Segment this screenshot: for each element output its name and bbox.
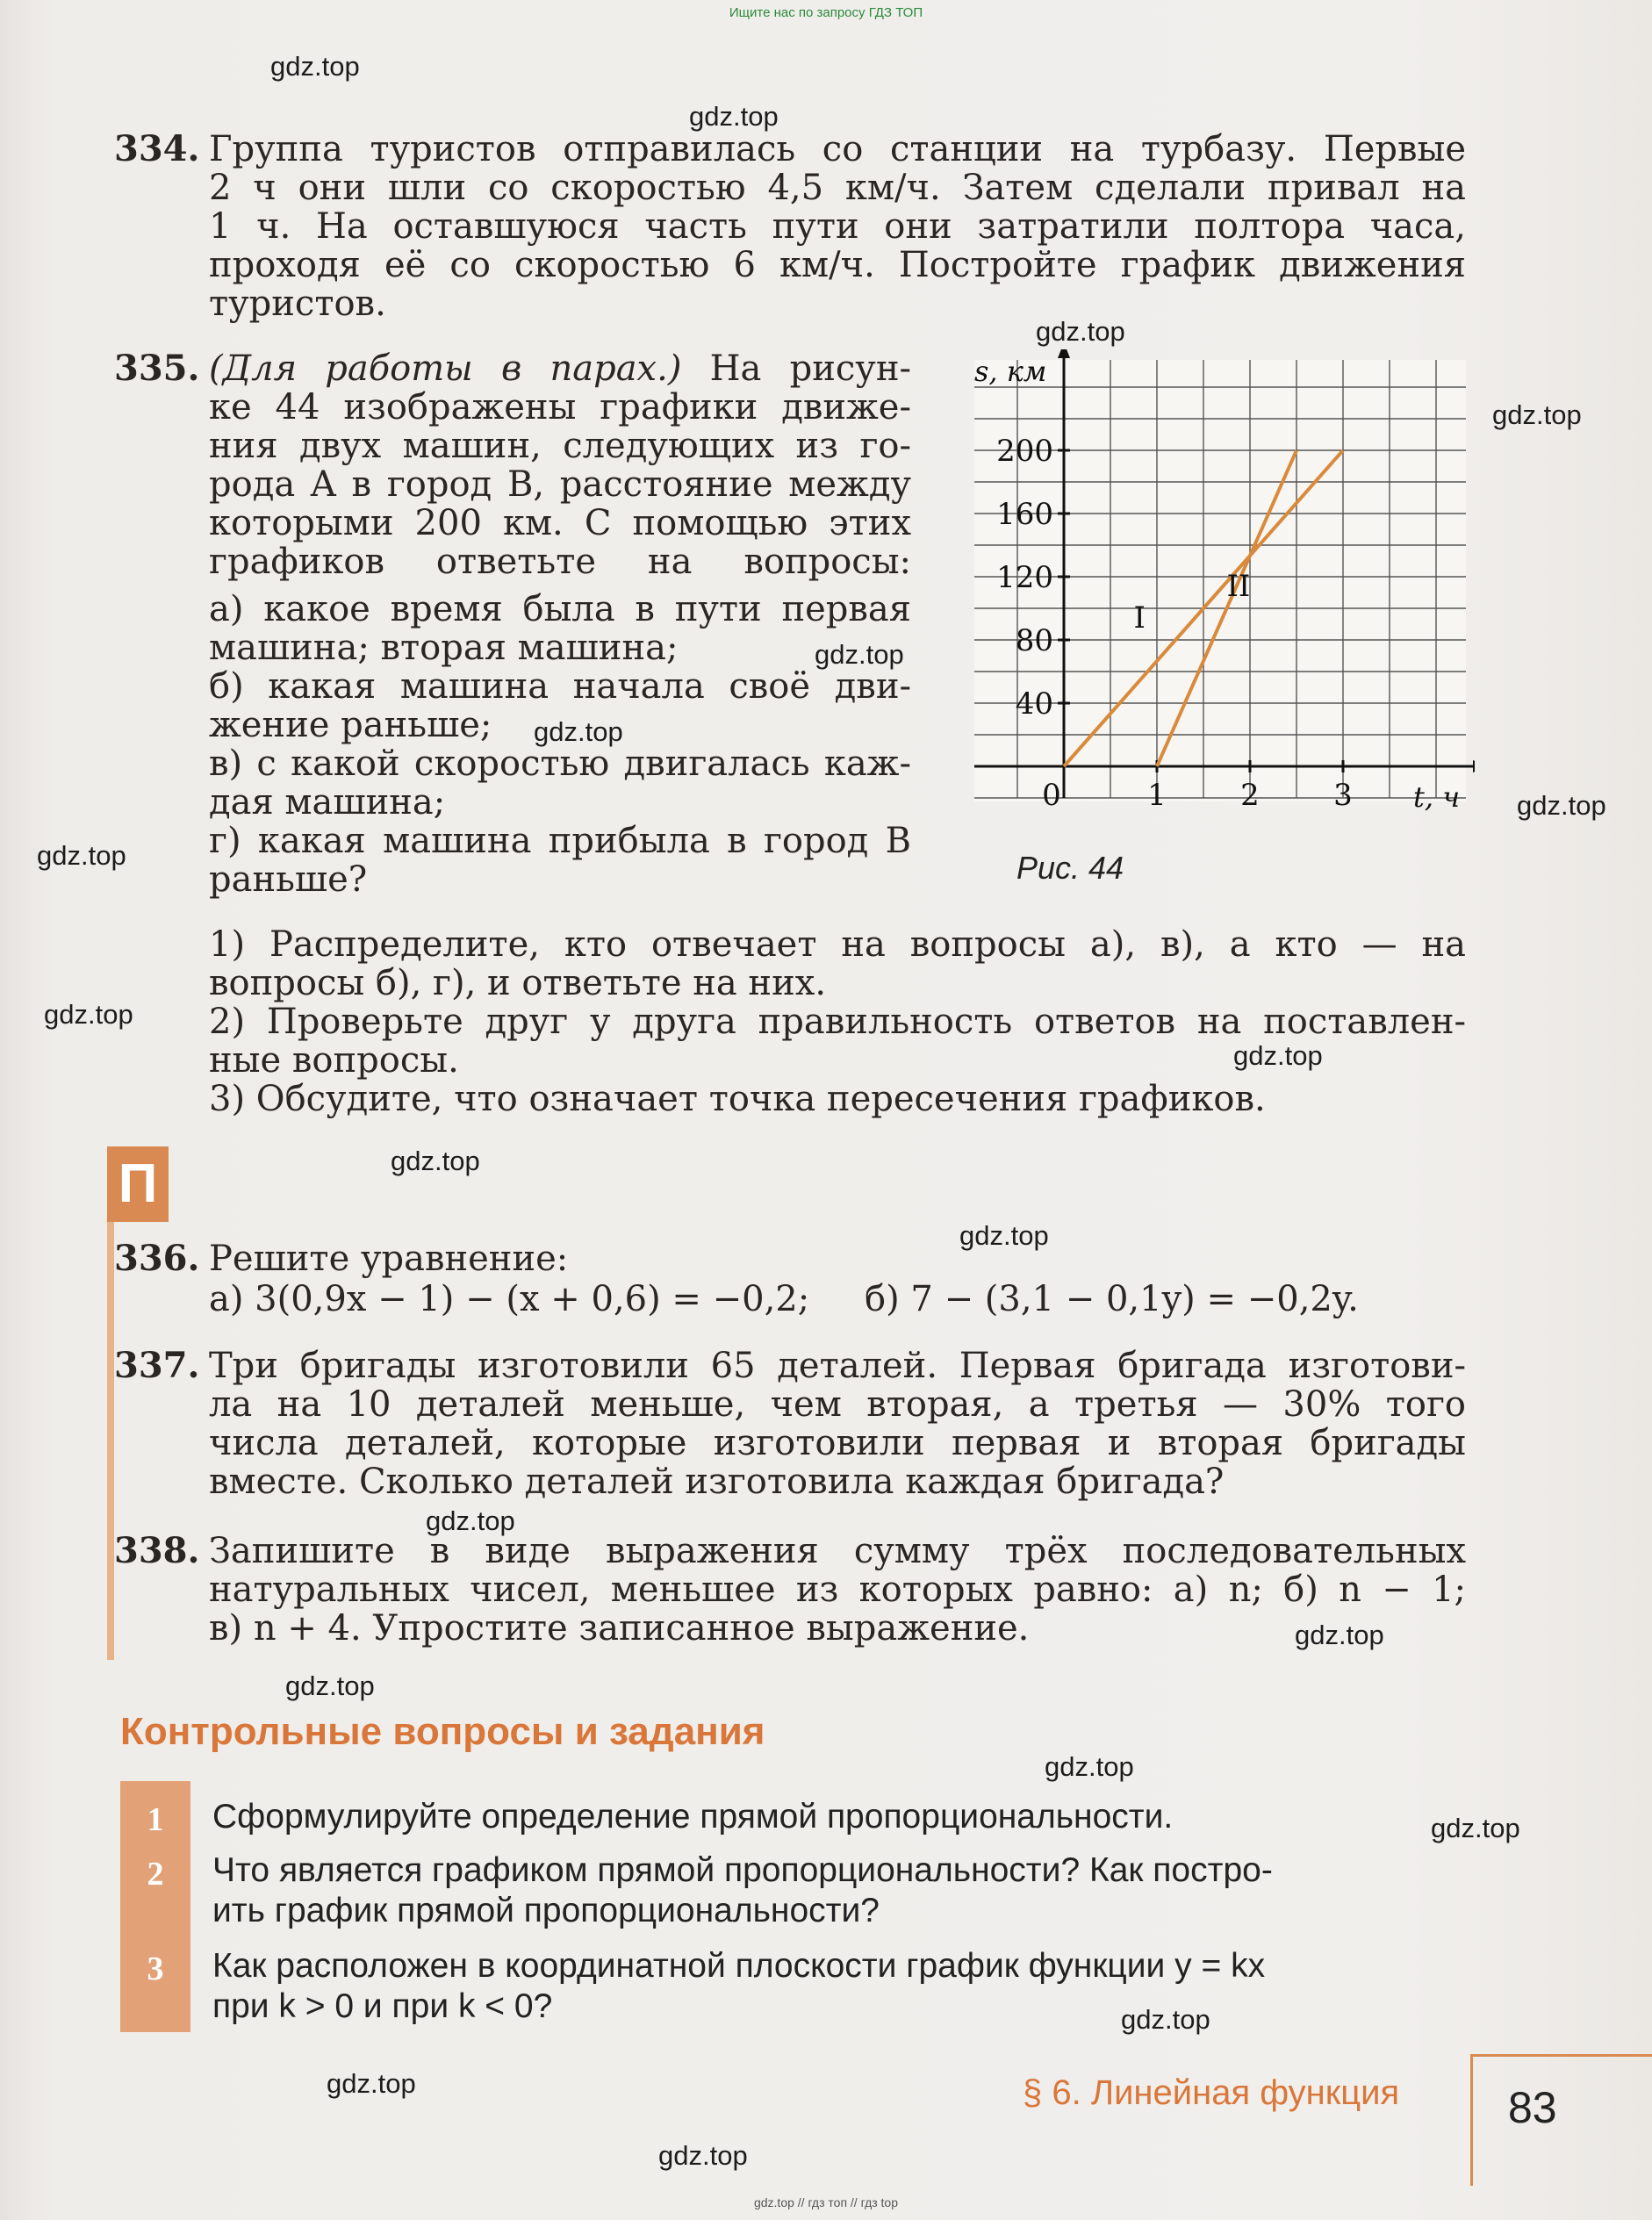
exercise-337-line: числа деталей, которые изготовили первая и вторая бригады xyxy=(209,1423,1466,1463)
exercise-337-line: ла на 10 деталей меньше, чем вторая, а третья — 30% того xyxy=(209,1384,1466,1425)
watermark: gdz.top xyxy=(270,51,360,82)
exercise-335-question: г) какая машина прибыла в город B xyxy=(209,821,911,861)
control-questions-title: Контрольные вопросы и задания xyxy=(120,1710,765,1753)
watermark: gdz.top xyxy=(327,2068,416,2099)
y-tick-label: 80 xyxy=(1015,623,1053,658)
y-tick-label: 200 xyxy=(996,434,1053,469)
exercise-336-title: Решите уравнение: xyxy=(209,1239,569,1279)
exercise-334 xyxy=(209,130,1466,323)
watermark: gdz.top xyxy=(1045,1751,1134,1782)
exercise-335-intro-rest: На рисун- xyxy=(681,348,911,389)
top-banner: Ищите нас по запросу ГДЗ ТОП xyxy=(729,5,923,20)
exercise-335-question: б) какая машина начала своё дви- xyxy=(209,666,911,707)
control-question-2-line: ить график прямой пропорциональности? xyxy=(212,1892,880,1929)
x-tick-label: 0 xyxy=(1042,778,1061,813)
exercise-335-question: раньше? xyxy=(209,859,368,900)
exercise-338-line: Запишите в виде выражения сумму трёх последовательных xyxy=(209,1531,1466,1571)
question-number: 1 xyxy=(147,1801,164,1838)
question-number: 2 xyxy=(147,1856,164,1893)
figure-caption: Рис. 44 xyxy=(1016,850,1124,886)
watermark: gdz.top xyxy=(815,639,904,670)
exercise-338 xyxy=(209,1532,1466,1648)
series-label: I xyxy=(1133,600,1146,636)
exercise-334-line: проходя её со скоростью 6 км/ч. Постройте график движения xyxy=(209,245,1466,285)
watermark: gdz.top xyxy=(1036,316,1125,347)
exercise-335-line: ке 44 изображены графики движе- xyxy=(209,387,911,427)
question-number-bar xyxy=(120,1781,190,2032)
bottom-banner: gdz.top // гдз топ // гдз top xyxy=(753,2195,899,2209)
series-label: II xyxy=(1226,569,1251,604)
question-number: 3 xyxy=(147,1951,164,1987)
exercise-336-number: 336. xyxy=(114,1238,200,1279)
exercise-335-line: которыми 200 км. С помощью этих xyxy=(209,503,911,543)
watermark: gdz.top xyxy=(1517,790,1606,821)
y-tick-label: 160 xyxy=(996,497,1053,532)
y-tick-label: 120 xyxy=(996,560,1053,595)
x-axis-arrow xyxy=(1473,760,1475,772)
exercise-335-task: вопросы б), г), и ответьте на них. xyxy=(209,963,827,1003)
exercise-335-question: в) с какой скоростью двигалась каж- xyxy=(209,744,911,784)
exercise-334-line: 2 ч они шли со скоростью 4,5 км/ч. Затем сделали привал на xyxy=(209,168,1466,208)
exercise-337-line: вместе. Сколько деталей изготовила каждая бригада? xyxy=(209,1462,1225,1502)
watermark: gdz.top xyxy=(285,1670,375,1701)
exercise-336-a: а) 3(0,9x − 1) − (x + 0,6) = −0,2; xyxy=(209,1279,810,1319)
watermark: gdz.top xyxy=(959,1220,1049,1251)
exercise-338-number: 338. xyxy=(114,1530,200,1571)
exercise-335-line: ния двух машин, следующих из го- xyxy=(209,426,911,466)
watermark: gdz.top xyxy=(37,840,126,871)
watermark: gdz.top xyxy=(689,101,779,132)
exercise-335-question: жение раньше; xyxy=(209,705,492,745)
exercise-334-line: Группа туристов отправилась со станции на турбазу. Первые xyxy=(209,129,1466,169)
exercise-336-b: б) 7 − (3,1 − 0,1y) = −0,2y. xyxy=(865,1279,1359,1319)
watermark: gdz.top xyxy=(44,999,133,1030)
exercise-335-line: рода A в город B, расстояние между xyxy=(209,464,911,505)
exercise-335-question: машина; вторая машина; xyxy=(209,628,679,668)
exercise-337-line: Три бригады изготовили 65 деталей. Первая бригада изготови- xyxy=(209,1346,1466,1386)
exercise-335-line: графиков ответьте на вопросы: xyxy=(209,542,911,582)
watermark: gdz.top xyxy=(1492,399,1582,430)
page-number: 83 xyxy=(1508,2083,1557,2132)
chart-svg xyxy=(966,349,1475,841)
control-question-3-line: при k > 0 и при k < 0? xyxy=(212,1987,553,2025)
y-axis-arrow xyxy=(1058,349,1070,358)
exercise-334-line: туристов. xyxy=(209,284,386,324)
x-tick-label: 3 xyxy=(1333,778,1353,813)
control-question-3-line: Как расположен в координатной плоскости график функции y = kx xyxy=(212,1947,1266,1985)
x-axis-label: t, ч xyxy=(1413,780,1461,814)
control-question-2-line: Что является графиком прямой пропорциональности? Как постро- xyxy=(212,1851,1273,1889)
watermark: gdz.top xyxy=(658,2140,748,2171)
exercise-335-question: дая машина; xyxy=(209,782,446,823)
exercise-337-number: 337. xyxy=(114,1345,200,1386)
x-tick-label: 1 xyxy=(1147,778,1167,813)
figure-44-chart xyxy=(966,349,1475,841)
control-question-1: Сформулируйте определение прямой пропорциональности. xyxy=(212,1798,1174,1836)
x-tick-label: 2 xyxy=(1240,778,1260,813)
exercise-335-task: 3) Обсудите, что означает точка пересечения графиков. xyxy=(209,1079,1266,1119)
watermark: gdz.top xyxy=(391,1146,480,1176)
exercise-334-line: 1 ч. На оставшуюся часть пути они затратили полтора часа, xyxy=(209,206,1466,247)
exercise-335-task: 1) Распределите, кто отвечает на вопросы а), в), а кто — на xyxy=(209,924,1466,965)
y-axis-label: s, км xyxy=(974,355,1047,388)
watermark: gdz.top xyxy=(1233,1040,1323,1071)
exercise-338-line: в) n + 4. Упростите записанное выражение. xyxy=(209,1608,1030,1649)
footer-divider xyxy=(1470,2054,1473,2186)
section-footer-title: § 6. Линейная функция xyxy=(1023,2073,1400,2112)
exercise-335 xyxy=(209,349,911,899)
sidebar-accent-bar xyxy=(107,1146,114,1660)
exercise-334-number: 334. xyxy=(114,128,200,169)
exercise-335-number: 335. xyxy=(114,348,200,389)
watermark: gdz.top xyxy=(426,1505,515,1536)
exercise-335-question: а) какое время была в пути первая xyxy=(209,589,911,629)
exercise-335-tasks xyxy=(209,925,1466,1118)
watermark: gdz.top xyxy=(534,716,623,747)
watermark: gdz.top xyxy=(1295,1620,1384,1650)
exercise-338-line: натуральных чисел, меньшее из которых равно: а) n; б) n − 1; xyxy=(209,1570,1466,1610)
exercise-335-task: 2) Проверьте друг у друга правильность ответов на поставлен- xyxy=(209,1002,1466,1042)
watermark: gdz.top xyxy=(1121,2004,1210,2035)
watermark: gdz.top xyxy=(1431,1813,1520,1843)
exercise-335-task: ные вопросы. xyxy=(209,1040,459,1081)
repetition-marker: П xyxy=(107,1146,169,1222)
exercise-337 xyxy=(209,1347,1466,1501)
exercise-335-intro xyxy=(209,349,911,388)
y-tick-label: 40 xyxy=(1015,686,1053,722)
exercise-335-pair-note: (Для работы в парах.) xyxy=(209,348,682,389)
footer-divider-top xyxy=(1470,2054,1652,2057)
